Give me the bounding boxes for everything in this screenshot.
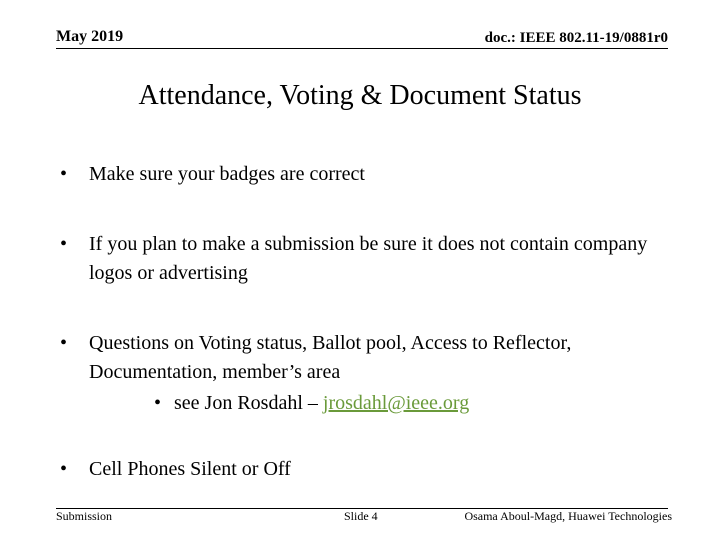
sub-bullet-text (174, 389, 469, 418)
email-link[interactable]: jrosdahl@ieee.org (322, 392, 470, 414)
footer-slide-number: Slide 4 (344, 509, 378, 523)
bullet-text: If you plan to make a submission be sure it does not contain company logos or advertising (89, 233, 648, 284)
slide-title: Attendance, Voting & Document Status (138, 80, 582, 111)
bullet-marker: • (60, 332, 68, 354)
sub-bullet-marker: • (154, 392, 162, 414)
bullet-marker: • (60, 163, 68, 185)
contact-prefix: see Jon Rosdahl – (174, 392, 323, 414)
header-divider (56, 48, 668, 49)
bullet-marker: • (60, 233, 68, 255)
footer-submission: Submission (56, 509, 113, 523)
header-doc-id: doc.: IEEE 802.11-19/0881r0 (484, 30, 668, 46)
header-date: May 2019 (56, 28, 124, 45)
bullet-text: Make sure your badges are correct (89, 163, 365, 185)
footer-author: Osama Aboul-Magd, Huawei Technologies (464, 509, 672, 523)
bullet-marker: • (60, 458, 68, 480)
bullet-text: Cell Phones Silent or Off (89, 458, 291, 480)
bullet-text: Questions on Voting status, Ballot pool, Access to Reflector, Documentation, member’s area (89, 332, 572, 383)
